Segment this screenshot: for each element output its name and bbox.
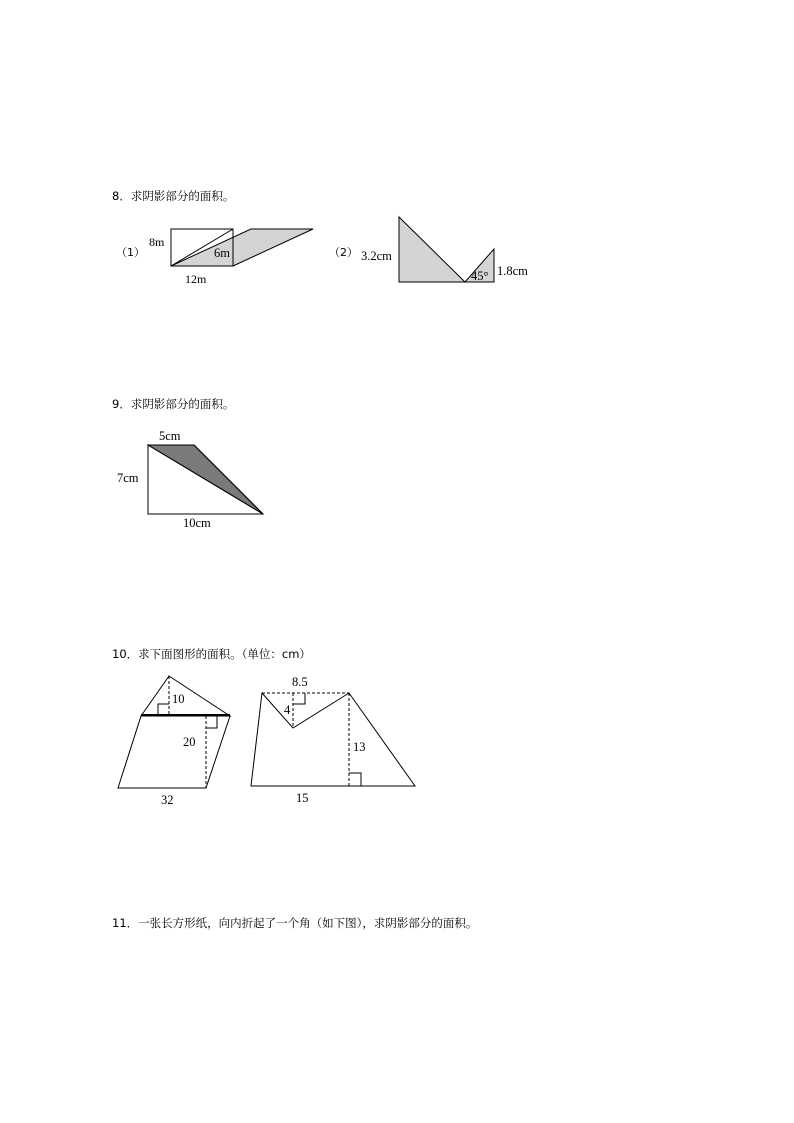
q10-fig2-right-angle-bottom	[349, 773, 361, 786]
q10-fig1-base-label: 32	[161, 793, 174, 807]
q8-fig1-shaded-parallelogram	[171, 229, 313, 266]
q10-figure-2	[251, 675, 415, 805]
q8-fig2-left-height-label: 3.2cm	[361, 249, 392, 263]
q9-figure	[117, 429, 263, 530]
q10-figure-1	[118, 676, 230, 807]
q10-fig2-height-label: 13	[353, 740, 366, 754]
q10-fig2-base-label: 15	[296, 791, 309, 805]
q10-fig1-parallelogram	[118, 716, 230, 788]
q8-figure-1	[116, 229, 313, 286]
question-8-text: 8．求阴影部分的面积。	[112, 189, 235, 203]
question-10-text: 10．求下面图形的面积。（单位：cm）	[112, 647, 311, 661]
q8-fig1-height-label: 8m	[149, 235, 165, 249]
q10-fig1-height-label: 20	[183, 735, 196, 749]
q10-fig2-outline	[251, 693, 415, 786]
question-9-text: 9．求阴影部分的面积。	[112, 397, 235, 411]
q8-fig2-angle-label: 45°	[471, 269, 489, 283]
q8-fig1-width-label: 12m	[185, 272, 207, 286]
q10-fig2-top-label: 8.5	[292, 675, 308, 689]
q10-fig2-right-angle-top	[293, 693, 305, 704]
question-11-text: 11．一张长方形纸，向内折起了一个角（如下图），求阴影部分的面积。	[112, 916, 478, 930]
q9-base-label: 10cm	[183, 516, 211, 530]
q9-height-label: 7cm	[117, 471, 139, 485]
q8-fig2-sublabel: （2）	[329, 246, 358, 259]
q8-fig2-right-height-label: 1.8cm	[497, 264, 528, 278]
q10-fig1-triangle	[141, 676, 230, 716]
q8-fig2-large-shaded-triangle	[399, 217, 465, 282]
q8-fig1-inner-label: 6m	[214, 246, 230, 260]
q10-fig1-triangle-height-label: 10	[172, 692, 185, 706]
q8-figure-2	[329, 217, 528, 283]
q8-fig1-sublabel: （1）	[116, 246, 145, 259]
q9-top-label: 5cm	[159, 429, 181, 443]
q10-fig2-notch-label: 4	[284, 703, 291, 717]
q9-diagonal	[148, 445, 263, 514]
q10-fig1-right-angle-side	[206, 716, 217, 728]
